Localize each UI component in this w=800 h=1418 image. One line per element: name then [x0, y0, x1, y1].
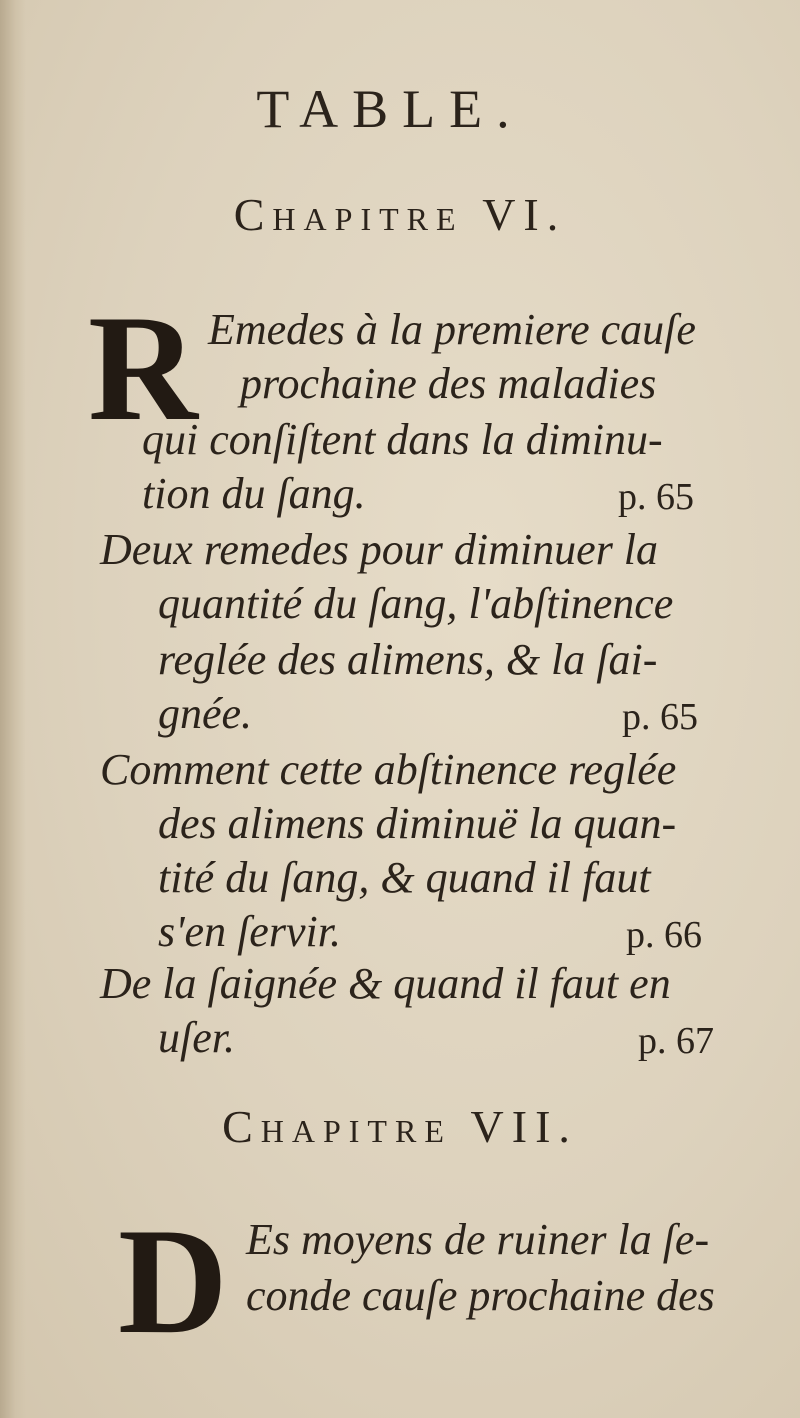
- entry-1-line-3: qui conſiſtent dans la diminu-: [142, 415, 663, 464]
- running-head: TABLE.: [256, 79, 524, 139]
- dropcap-r: R: [88, 284, 198, 452]
- entry-2-line-3: reglée des alimens, & la ſai-: [158, 635, 658, 684]
- entry-3-line-3: tité du ſang, & quand il faut: [158, 853, 651, 902]
- dropcap-d: D: [118, 1197, 228, 1365]
- entry-4-line-2: uſer.: [158, 1013, 235, 1062]
- entry-1-line-2: prochaine des maladies: [240, 359, 657, 408]
- entry-1-line-1: Emedes à la premiere cauſe: [208, 305, 696, 354]
- entry-4-line-1: De la ſaignée & quand il faut en: [100, 959, 671, 1008]
- entry-2-page-ref: p. 65: [622, 696, 698, 738]
- entry-2-line-4: gnée.: [158, 689, 253, 738]
- entry-3-line-4: s'en ſervir.: [158, 907, 341, 956]
- entry-2-line-1: Deux remedes pour diminuer la: [100, 525, 659, 574]
- entry-1-page-ref: p. 65: [618, 476, 694, 518]
- entry-3-line-1: Comment cette abſtinence reglée: [100, 745, 677, 794]
- entry-4-page-ref: p. 67: [638, 1020, 714, 1062]
- ch7-entry-1-line-2: conde cauſe prochaine des: [246, 1271, 715, 1320]
- entry-3-page-ref: p. 66: [626, 914, 702, 956]
- ch7-entry-1-line-1: Es moyens de ruiner la ſe-: [246, 1215, 710, 1264]
- entry-1-line-4: tion du ſang.: [142, 469, 366, 518]
- entry-3-line-2: des alimens diminuë la quan-: [158, 799, 677, 848]
- chapter-6-heading: Chapitre VI.: [233, 189, 567, 240]
- chapter-7-heading: Chapitre VII.: [222, 1101, 578, 1152]
- entry-2-line-2: quantité du ſang, l'abſtinence: [158, 579, 674, 628]
